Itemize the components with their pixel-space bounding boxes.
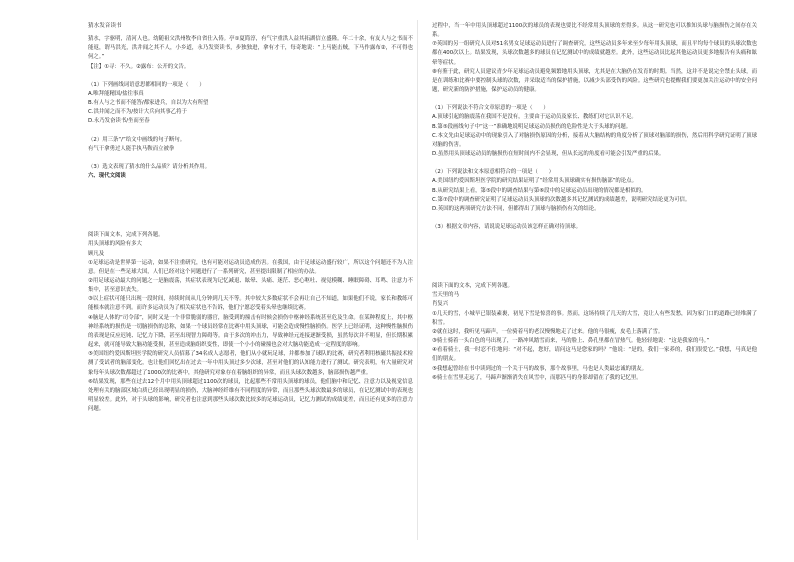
story-title: 雪天里的马 bbox=[432, 292, 459, 299]
modern-question-2-option-c: C.第⑦段中的调查研究证明了足球运动员头顶球的次数越多其记忆测试的成绩越差，说明研究结论更为可信。 bbox=[432, 196, 691, 203]
story-paragraph-4: ④看着骑士，我一时忍不住地问：“对不起，您好，请问这马是您家的吗？”他说：“是的，我们一家养的，我们很爱它。”我想，马真是他们的朋友。 bbox=[432, 347, 757, 363]
question-1-option-d: D.永乃发奋读书/坐而至春 bbox=[88, 118, 150, 125]
question-2-stem: （2）用三条“/”给文中画线的句子断句。 bbox=[88, 136, 186, 143]
modern-article-author: 顾凡及 bbox=[88, 250, 105, 257]
modern-paragraph-1: ①足球运动是世界第一运动，如果不注重研究，也有可能对运动员造成伤害。在我国，由于足球运动盛行较广，所以这个问题还不为人注意。但是在一些足球大国，人们已经对这个问题进行了一系列研究，甚至提出限制了相应的办法。 bbox=[88, 259, 413, 275]
question-1-option-a: A.唯拜能精国/盐往事真 bbox=[88, 90, 144, 97]
modern-question-1-stem: （1）下列说法不符合文章原意的一项是（ ） bbox=[432, 105, 549, 112]
question-1-stem: （1）下列画线词语意思都相同的一项是（ ） bbox=[88, 81, 205, 88]
classical-passage: 猜水，字驱明，清河人也。幼随祖父洪州牧李自省仕入俦。亭①夏简淳，有气宇重洪人益其拓湖信立盛隆。年二十余，有友人与之书而不能返，谓马洪光，洪井闻之其不人，小乡道，永乃发资读书，步独独进，拿有才干，每奇地说：“上马能击贼，下马作露布②，不可得也何之。” bbox=[88, 36, 413, 61]
classical-passage-title: 猜水发音读书 bbox=[88, 23, 122, 29]
modern-paragraph-6: ⑥结果发现，那些在过去12个月中用头顶球超过1100次的球员，比起那些不常用头顶球的球员，他们脑中和记忆、注意力以及视觉信息处理有关的脑部区域白质已经出现明显的损伤，大脑神经纤维有不同程度的异常，而且那些头球次数最多的球员，在记忆测试中的表现也明显较差。此外，对于头球的影响，研究者也注意到那些头球次数比较多的足球运动员，记忆力测试的成绩更差，而且还有更多的注意力问题。 bbox=[88, 378, 413, 413]
modern-intro: 阅读下面文本，完成下列各题。 bbox=[88, 232, 164, 239]
modern-question-2-option-b: B.从研究结果上看，第⑤段中的调查结果与第⑥段中的足球运动员出现的情况都是相似的。 bbox=[432, 187, 647, 194]
modern-question-2-option-a: A.美国纽约爱因斯坦医学院的研究结果证明了“经常用头顶球确实有损伤脑部”的论点。 bbox=[432, 178, 637, 185]
left-column bbox=[88, 22, 413, 414]
section-title-modern-reading: 六、现代文阅读 bbox=[88, 173, 126, 180]
modern-question-2-stem: （2）下列说法和文本原意相符合的一项是（ ） bbox=[432, 169, 555, 176]
modern-question-1-option-c: C.本文先由足球运动中的现象引入了对脑损伤原因的分析，接着从大脑结构的角度分析了顶球对脑部的损伤，然后用科学研究证明了顶球对脑的伤害。 bbox=[432, 132, 757, 148]
story-paragraph-1: ①几天的雪，小城早已银装素裹，初见下雪是惊喜的事。然而，这场持续了几天的大雪，竟让人有些发愁，因为家门口的道路已经堆满了积雪。 bbox=[432, 310, 757, 326]
modern-question-1-option-a: A.顶球引起的脑震荡在我国不是没有，主要由于运动员及家长、教练们对它认识不足。 bbox=[432, 114, 637, 121]
story-author: 肖复兴 bbox=[432, 301, 449, 308]
modern-paragraph-3: ③以上症状可能只出现一段时间，持续时间从几分钟到几天不等。其中较大多数症状不会再让自己不知道，如果他们不说，家长和教练可能根本就注意不到。而许多运动员为了相关症状也不告诉，他们宁愿忍受着头晕也继续比赛。 bbox=[88, 296, 413, 312]
modern-question-1-option-d: D.虽然用头顶球运动员的脑损伤在短时间内不会显现，但从长远的角度看可能会引发严重的后果。 bbox=[432, 151, 665, 158]
modern-paragraph-7: ⑦英国的另一组研究人员对51名男女足球运动员进行了调查研究，这些运动员多年来至少每年用头顶球，而且平均每个球员的头球次数也都在400次以上。结果发现，头球次数越多的球员在记忆测试中的成绩就越差。此外，这些运动员比起其他运动员更多地报告有头痛和眩晕等症状。 bbox=[432, 41, 757, 66]
right-column bbox=[432, 22, 757, 383]
column-divider bbox=[417, 20, 418, 540]
modern-paragraph-8: ⑧有鉴于此，研究人员建议青少年足球运动员避免频繁地用头顶球，尤其是在大脑仍在发育的时期。当然，这并不是说完全禁止头球，而是在训练和比赛中要控制头球的次数，并采取适当的保护措施，以减少头部受伤的风险。这些研究也提醒我们要更加关注运动中的安全问题，研究新的防护措施，保护运动员的健康。 bbox=[432, 68, 757, 94]
modern-paragraph-4: ④脑是人体的“司令部”，同时又是一个非常脆弱的器官，脑受到的撞击有时候会损伤中枢神经系统甚至危及生命。在某种程度上，其中枢神经系统的损伤是一切脑损伤的总称，如果一个球员经常在比赛中用头顶球，可能会造成慢性脑损伤。医学上已经证明，这种慢性脑损伤的表现是反应迟钝、记忆力下降，甚至出现智力障碍等。由于多次的冲击力，导致神经元连接逐渐受损，虽然每次并不明显，但长期积累起来，就可能导致大脑功能受损，甚至造成脑组织变性，即使一个小小的碰撞也会对大脑功能造成一定程度的影响。 bbox=[88, 314, 413, 349]
story-paragraph-2: ②就在这时，我听见马蹄声，一位骑着马的老汉慢慢地走了过来。他的马很瘦，皮毛上落满了雪。 bbox=[432, 328, 664, 335]
question-2-sentence: 有气干拿勇过人能手执马鞍而立被拳 bbox=[88, 145, 175, 152]
story-paragraph-5: ⑤我想起曾经在书中读到过的一个关于马的故事，那个故事里，马也是人类最忠诚的朋友。 bbox=[432, 365, 648, 372]
modern-question-3-stem: （3）根据文章内容，请说说足球运动员该怎样正确对待顶球。 bbox=[432, 223, 581, 230]
modern-paragraph-5: ⑤美国纽约爱因斯坦医学院的研究人员招募了34名成人志愿者，他们从小就玩足球，并都参加了球队的比赛，研究者利用核磁共振技术检测了受试者的脑部变化，也让他们回忆出在过去一年中用头顶过多少次球，甚至对他们的认知能力进行了测试。研究表明，有大量研究对象每年头球次数都超过了1000次的比赛中，其他研究对象存在着脑组织的异常，而且头球次数越多，脑部损伤越严重。 bbox=[88, 351, 413, 376]
modern-paragraph-2: ②用足球运动最大的问题之一是脑震荡，其症状表现为记忆减退、眩晕、头痛、迷茫、恶心呕吐、视觉模糊、睡眠障碍、耳鸣、注意力不集中，甚至意识丧失。 bbox=[88, 277, 413, 294]
classical-notes: 【注】①寻：不久。②露布：公开的文告。 bbox=[88, 63, 190, 70]
question-1-option-b: B.有人与之书而不能答/都家进兵，自以为大有所望 bbox=[88, 100, 209, 107]
question-1-option-c: C.洪井闻之而不为/按计大兵向其事乙将于 bbox=[88, 109, 187, 116]
modern-question-2-option-d: D.英国的这两项研究方法不同，但都得出了顶球与脑损伤有关的结论。 bbox=[432, 205, 600, 212]
modern-question-1-option-b: B.第⑤段画线句子中“这一”准确地说明足球运动员损伤的危险性是大于头球的问题。 bbox=[432, 123, 632, 130]
modern-article-title: 用头顶球的风险有多大 bbox=[88, 241, 142, 248]
question-3-stem: （3）选文表现了猜水的什么品质？请分析其作用。 bbox=[88, 163, 211, 170]
story-intro: 阅读下面的文本，完成下列各题。 bbox=[432, 283, 513, 290]
story-paragraph-6: ⑥骑士在雪里走远了，马蹄声渐渐消失在风雪中，而那匹马的身影却留在了我的记忆里。 bbox=[432, 374, 642, 381]
story-paragraph-3: ③骑士骑着一头白色的马出现了，一路冲风踏雪而来，马的脸上、鼻孔里都在冒热气。他轻轻地说：“这是我家的马。” bbox=[432, 338, 710, 345]
modern-paragraph-cont: 过程中，当一年中用头顶球超过1100次的球员的表现也要比不经常用头顶球的差得多。从这一研究也可以推知头球与脑损伤之间存在关系。 bbox=[432, 23, 757, 39]
